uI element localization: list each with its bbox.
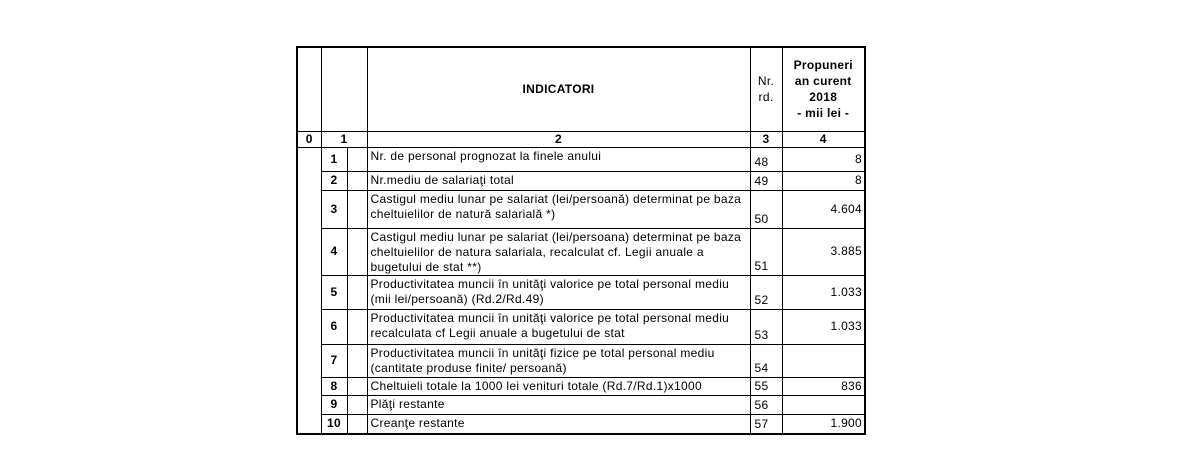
column-number: 0 <box>297 131 321 147</box>
header-propuneri <box>782 47 865 131</box>
indicators-table <box>296 46 866 435</box>
indicator-line: Creanţe restante <box>370 415 465 430</box>
row-number: 4 <box>321 228 347 275</box>
column-number: 2 <box>367 131 750 147</box>
row-spacer-cell <box>347 309 367 344</box>
header-propuneri-line: Propuneri <box>793 58 853 73</box>
row-value: 1.033 <box>782 309 865 344</box>
indicator-line: Productivitatea muncii în unităţi valorice pe total personal mediu <box>370 310 730 325</box>
indicator-line: Productivitatea muncii în unităţi fizice pe total personal mediu <box>370 345 715 360</box>
table-row <box>297 377 865 395</box>
indicator-text <box>367 395 750 414</box>
row-value: 8 <box>782 147 865 171</box>
row-number: 10 <box>321 414 347 434</box>
header-empty-cell-1 <box>321 47 367 131</box>
indicator-line: Productivitatea muncii în unităţi valorice pe total personal mediu <box>370 276 730 291</box>
indicator-line: Nr. de personal prognozat la finele anului <box>370 148 602 163</box>
row-code: 55 <box>750 377 782 395</box>
header-nr-rd <box>750 47 782 131</box>
column-number: 3 <box>750 131 782 147</box>
indicator-text <box>367 228 750 275</box>
row-spacer-cell <box>347 275 367 309</box>
indicator-line: cheltuielilor de natura salariala, recalculat cf. Legii anuale a <box>370 244 704 259</box>
row-spacer-cell <box>347 414 367 434</box>
indicator-line: recalculata cf Legii anuale a bugetului de stat <box>370 325 625 340</box>
row-code: 48 <box>750 147 782 171</box>
row-number: 7 <box>321 344 347 377</box>
indicator-line: (cantitate produse finite/ persoană) <box>370 360 567 375</box>
row-number: 6 <box>321 309 347 344</box>
row-spacer-cell <box>347 228 367 275</box>
row-value <box>782 344 865 377</box>
header-propuneri-line: an curent <box>794 74 852 89</box>
row-code: 54 <box>750 344 782 377</box>
row-number: 3 <box>321 190 347 228</box>
row-code: 53 <box>750 309 782 344</box>
indicator-line: Nr.mediu de salariaţi total <box>370 172 514 187</box>
header-empty-cell-0 <box>297 47 321 131</box>
indicator-text <box>367 414 750 434</box>
row-code: 51 <box>750 228 782 275</box>
header-propuneri-line: 2018 <box>809 90 838 105</box>
indicator-text <box>367 275 750 309</box>
header-nr-line: Nr. <box>757 74 775 89</box>
indicator-text <box>367 190 750 228</box>
indicators-sheet <box>296 46 866 435</box>
indicator-line: Plăţi restante <box>370 396 445 411</box>
header-propuneri-line: - mii lei - <box>797 106 850 121</box>
row-spacer-cell <box>347 395 367 414</box>
table-row <box>297 395 865 414</box>
table-row <box>297 228 865 275</box>
row-code: 57 <box>750 414 782 434</box>
column-number: 4 <box>782 131 865 147</box>
indicator-line: Castigul mediu lunar pe salariat (lei/persoana) determinat pe baza <box>370 229 742 244</box>
table-row <box>297 309 865 344</box>
row-value: 8 <box>782 171 865 190</box>
row-code: 52 <box>750 275 782 309</box>
indicator-line: (mii lei/persoană) (Rd.2/Rd.49) <box>370 291 544 306</box>
indicator-line: Cheltuieli totale la 1000 lei venituri totale (Rd.7/Rd.1)x1000 <box>370 378 702 393</box>
row-value: 836 <box>782 377 865 395</box>
row-number: 5 <box>321 275 347 309</box>
row-code: 56 <box>750 395 782 414</box>
header-rd-line: rd. <box>758 90 774 105</box>
row-spacer-cell <box>347 344 367 377</box>
row-value: 1.900 <box>782 414 865 434</box>
indicator-text <box>367 377 750 395</box>
indicator-text <box>367 147 750 171</box>
table-row <box>297 414 865 434</box>
row-code: 50 <box>750 190 782 228</box>
row-value: 1.033 <box>782 275 865 309</box>
table-row <box>297 275 865 309</box>
column-number-row <box>297 131 865 147</box>
row-value: 3.885 <box>782 228 865 275</box>
indicator-text <box>367 171 750 190</box>
row-spacer-cell <box>347 190 367 228</box>
row-spacer-cell <box>347 377 367 395</box>
row-value <box>782 395 865 414</box>
row-spacer-cell <box>347 171 367 190</box>
row-number: 9 <box>321 395 347 414</box>
indicator-text <box>367 344 750 377</box>
row-number: 1 <box>321 147 347 171</box>
row-number: 2 <box>321 171 347 190</box>
indicator-line: bugetului de stat **) <box>370 259 482 274</box>
row-spacer-cell <box>347 147 367 171</box>
indicator-line: cheltuielilor de natură salarială *) <box>370 206 556 221</box>
row-number: 8 <box>321 377 347 395</box>
table-row <box>297 171 865 190</box>
header-row <box>297 47 865 131</box>
left-margin-cell <box>297 147 321 434</box>
indicator-text <box>367 309 750 344</box>
table-row <box>297 344 865 377</box>
indicator-line: Castigul mediu lunar pe salariat (lei/persoană) determinat pe baza <box>370 191 742 206</box>
row-code: 49 <box>750 171 782 190</box>
header-indicatori: INDICATORI <box>367 47 750 131</box>
column-number: 1 <box>321 131 367 147</box>
table-row <box>297 147 865 171</box>
table-row <box>297 190 865 228</box>
row-value: 4.604 <box>782 190 865 228</box>
